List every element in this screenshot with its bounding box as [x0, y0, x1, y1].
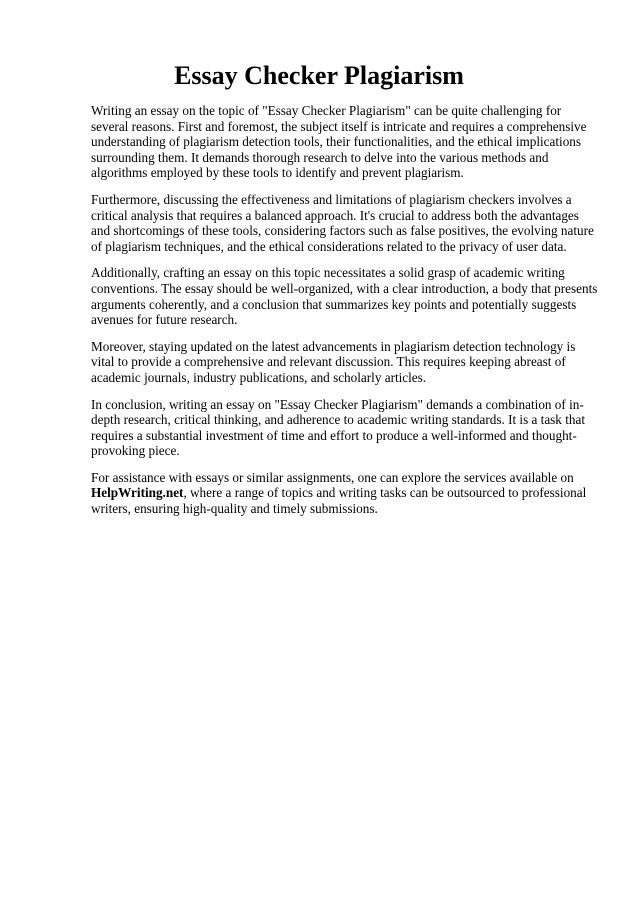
paragraph-1: Writing an essay on the topic of "Essay Checker Plagiarism" can be quite challenging for several reasons. First and foremost, the subject itself is intricate and requires a comprehensive understanding of plagiarism detection tools, their functionalities, and the ethical implications surrounding them. It demands thorough research to delve into the various methods and algorithms employed by these tools to identify and prevent plagiarism.	[91, 103, 587, 181]
paragraph-4: Moreover, staying updated on the latest advancements in plagiarism detection technology is vital to provide a comprehensive and relevant discussion. This requires keeping abreast of academic journals, industry publications, and scholarly articles.	[91, 338, 576, 385]
document-body	[91, 103, 599, 517]
document-title: Essay Checker Plagiarism	[174, 61, 464, 90]
paragraph-6-outro: , where a range of topics and writing tasks can be outsourced to professional writers, ensuring high-quality and timely submissions.	[91, 485, 587, 517]
paragraph-3: Additionally, crafting an essay on this topic necessitates a solid grasp of academic writing conventions. The essay should be well-organized, with a clear introduction, a body that presents arguments coherently, and a conclusion that summarizes key points and potentially suggests avenues for future research.	[91, 265, 598, 328]
helpwriting-link[interactable]: HelpWriting.net	[91, 485, 184, 501]
paragraph-5: In conclusion, writing an essay on "Essay Checker Plagiarism" demands a combination of in-depth research, critical thinking, and adherence to academic writing standards. It is a task that requires a substantial investment of time and effort to produce a well-informed and thought-provoking piece.	[91, 396, 585, 459]
paragraph-2: Furthermore, discussing the effectiveness and limitations of plagiarism checkers involves a critical analysis that requires a balanced approach. It's crucial to address both the advantages and shortcomings of these tools, considering factors such as false positives, the evolving nature of plagiarism techniques, and the ethical considerations related to the privacy of user data.	[91, 191, 594, 254]
paragraph-6-intro: For assistance with essays or similar assignments, one can explore the services available on	[91, 469, 574, 485]
paragraph-6	[91, 470, 599, 517]
